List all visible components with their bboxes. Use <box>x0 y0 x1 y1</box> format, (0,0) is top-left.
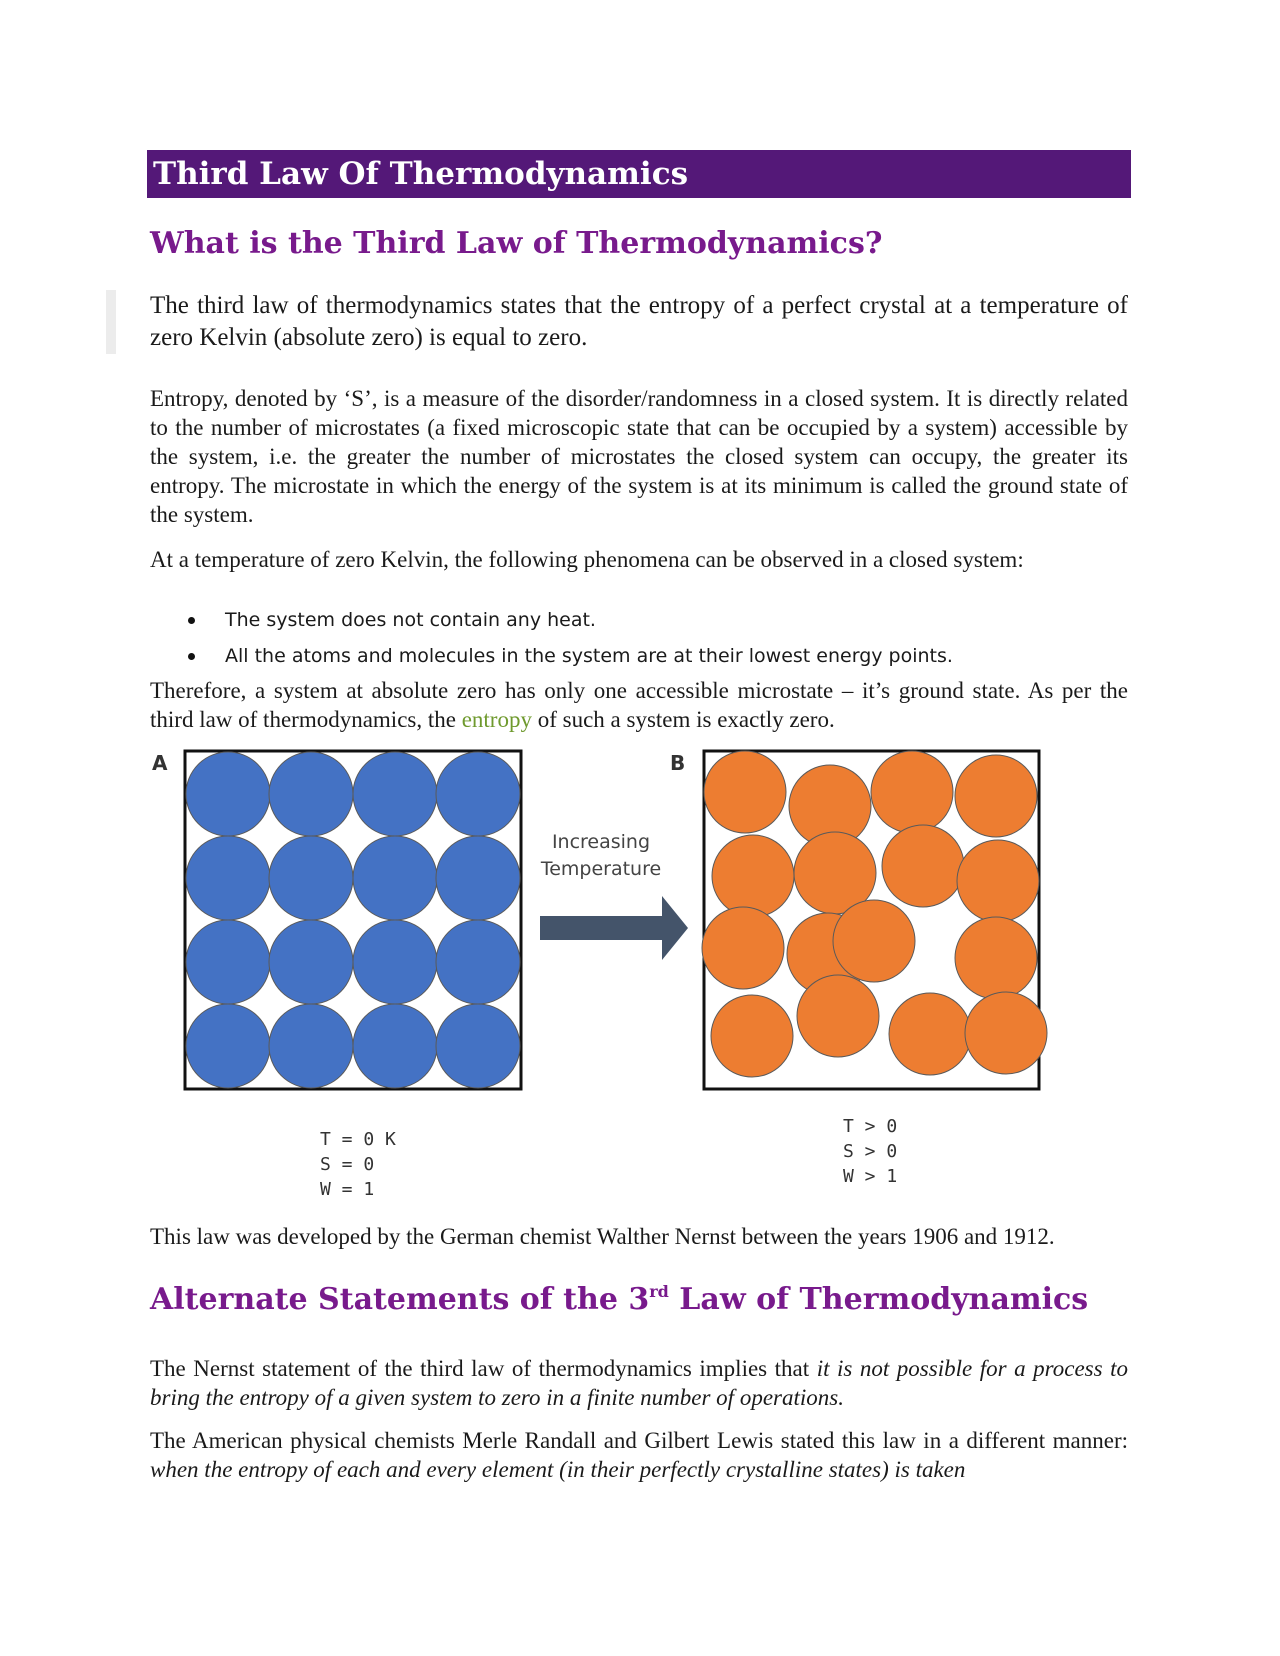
panel-a-stat-t: T = 0 K <box>320 1129 396 1150</box>
cold-particle <box>269 836 353 920</box>
list-item: The system does not contain any heat. <box>150 602 1050 638</box>
panel-b-label: B <box>670 751 686 775</box>
ordered-crystal <box>186 752 520 1088</box>
panel-a-stat-w: W = 1 <box>320 1179 375 1200</box>
hot-particle <box>711 995 793 1077</box>
cold-particle <box>353 836 437 920</box>
phenomena-list <box>150 602 1050 674</box>
nernst-statement: The Nernst statement of the third law of thermodynamics implies that it is not possible for a process to bring the entropy of a given system to zero in a finite number of operations. <box>150 1356 1128 1410</box>
randall-lewis-statement: The American physical chemists Merle Randall and Gilbert Lewis stated this law in a different manner: when the entropy of each and every element (in their perfectly crystalline states) is taken <box>150 1428 1128 1482</box>
arrow-label-line1: Increasing <box>551 831 651 853</box>
cold-particle <box>186 1004 270 1088</box>
panel-a-label: A <box>152 751 168 775</box>
page-title: Third Law Of Thermodynamics <box>147 150 1131 198</box>
hot-particle <box>955 917 1037 999</box>
hot-particle <box>712 835 794 917</box>
hot-particle <box>833 900 915 982</box>
intro-paragraph: The third law of thermodynamics states that the entropy of a perfect crystal at a temperature of zero Kelvin (absolute zero) is equal to zero. <box>150 292 1128 351</box>
cold-particle <box>353 752 437 836</box>
cold-particle <box>269 752 353 836</box>
cold-particle <box>353 920 437 1004</box>
hot-particle <box>889 993 971 1075</box>
bullet-icon <box>188 617 195 624</box>
cold-particle <box>436 1004 520 1088</box>
section-heading-alternate: Alternate Statements of the 3rd Law of Thermodynamics <box>150 1282 1089 1317</box>
entropy-link[interactable]: entropy <box>461 707 532 732</box>
cold-particle <box>436 752 520 836</box>
entropy-figure <box>140 748 1080 1218</box>
cold-particle <box>269 1004 353 1088</box>
cold-particle <box>186 752 270 836</box>
bullet-icon <box>188 653 195 660</box>
hot-particle <box>955 755 1037 837</box>
entropy-paragraph: Entropy, denoted by ‘S’, is a measure of the disorder/randomness in a closed system. It is directly related to the number of microstates (a fixed microscopic state that can be occupied by a system) accessible by the system, i.e. the greater the number of microstates the closed system can occupy, the greater its entropy. The microstate in which the energy of the system is at its minimum is called the ground state of the system. <box>150 386 1128 527</box>
hot-particle <box>702 907 784 989</box>
disordered-crystal <box>702 751 1047 1077</box>
panel-b-stat-t: T > 0 <box>843 1116 898 1137</box>
hot-particle <box>704 751 786 833</box>
nernst-development: This law was developed by the German chemist Walther Nernst between the years 1906 and 1912. <box>150 1224 1055 1249</box>
hot-particle <box>965 992 1047 1074</box>
cold-particle <box>186 836 270 920</box>
quote-bar <box>106 290 116 354</box>
list-item: All the atoms and molecules in the system are at their lowest energy points. <box>150 638 1050 674</box>
panel-b-stat-s: S > 0 <box>843 1141 898 1162</box>
section-heading-what-is: What is the Third Law of Thermodynamics? <box>150 226 883 261</box>
hot-particle <box>797 975 879 1057</box>
hot-particle <box>882 825 964 907</box>
therefore-paragraph: Therefore, a system at absolute zero has only one accessible microstate – it’s ground state. As per the third law of thermodynamics, the entropy of such a system is exactly zero. <box>150 678 1128 732</box>
hot-particle <box>957 840 1039 922</box>
cold-particle <box>269 920 353 1004</box>
entropy-diagram <box>140 748 1080 1218</box>
cold-particle <box>436 920 520 1004</box>
arrow-label-line2: Temperature <box>540 858 662 880</box>
right-arrow-icon <box>540 896 688 960</box>
cold-particle <box>353 1004 437 1088</box>
panel-a-stat-s: S = 0 <box>320 1154 375 1175</box>
cold-particle <box>436 836 520 920</box>
hot-particle <box>871 751 953 833</box>
panel-b-stat-w: W > 1 <box>843 1166 898 1187</box>
cold-particle <box>186 920 270 1004</box>
zero-kelvin-intro: At a temperature of zero Kelvin, the following phenomena can be observed in a closed system: <box>150 547 1024 572</box>
